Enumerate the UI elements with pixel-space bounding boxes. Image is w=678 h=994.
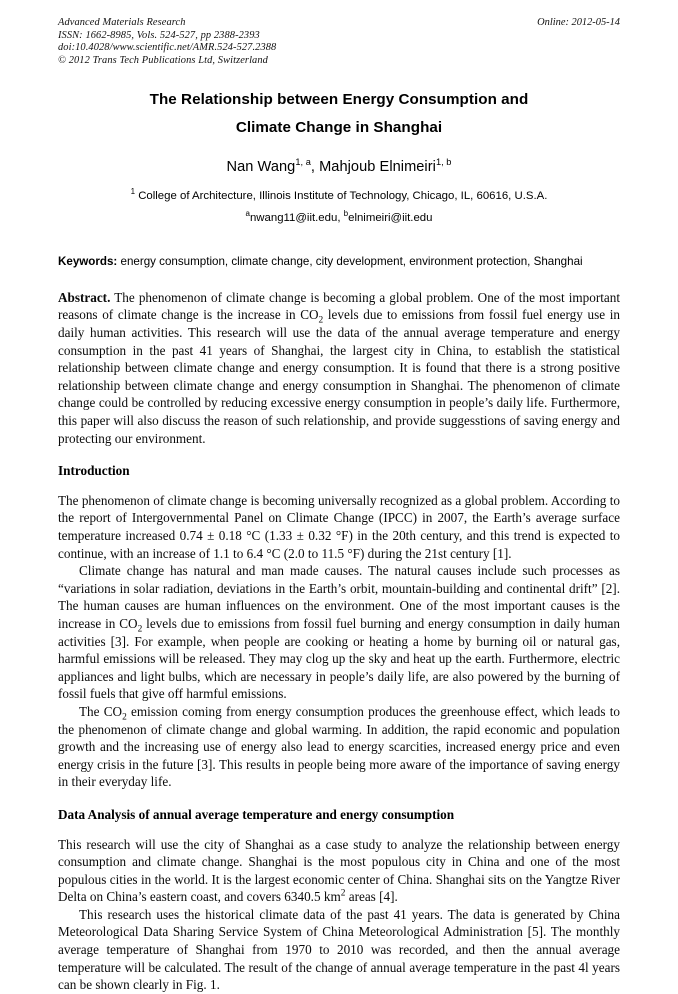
author-1-name: Nan Wang bbox=[226, 159, 296, 176]
introduction-paragraph-2 bbox=[58, 562, 620, 703]
keywords-text: energy consumption, climate change, city development, environment protection, Shanghai bbox=[120, 255, 583, 269]
author-emails bbox=[58, 210, 620, 227]
email-2: elnimeiri@iit.edu bbox=[348, 212, 433, 225]
introduction-paragraph-3 bbox=[58, 703, 620, 791]
author-2-affiliation-marker: 1, b bbox=[435, 157, 452, 168]
introduction-paragraph-2-part-2: levels due to emissions from fossil fuel burning and energy consumption in daily human activities [3]. For example, when people are cooking or heating a home by burning oil or natural gas, harmful emissions will be released. They may clog up the sky and heat up the earth. Furthermore, electric appliances and light bulbs, which are necessary in people’s daily life, are also powered by the burning of fossil fuels that give off harmful emissions. bbox=[58, 615, 620, 702]
paper-title-line-1: The Relationship between Energy Consumption and bbox=[149, 91, 529, 109]
introduction-co2-subscript: 2 bbox=[137, 624, 143, 635]
section-heading-data-analysis: Data Analysis of annual average temperature and energy consumption bbox=[58, 806, 455, 822]
introduction-paragraph-1: The phenomenon of climate change is becoming universally recognized as a global problem. According to the report of Intergovernmental Panel on Climate Change (IPCC) in 2007, the Earth’s average surface temperature increased 0.74 ± 0.18 °C (1.33 ± 0.32 °F) in the 20th century, and this trend is expected to continue, with an increase of 1.1 to 6.4 °C (2.0 to 11.5 °F) during the 21st century [1]. bbox=[58, 492, 620, 561]
data-analysis-paragraph-1-part-2: areas [4]. bbox=[345, 889, 398, 905]
journal-copyright-line: © 2012 Trans Tech Publications Ltd, Switzerland bbox=[58, 54, 268, 66]
introduction-co2-subscript-2: 2 bbox=[122, 712, 127, 723]
section-heading-introduction: Introduction bbox=[58, 463, 130, 479]
author-list bbox=[58, 157, 620, 177]
paper-title-line-2: Climate Change in Shanghai bbox=[235, 119, 443, 137]
keywords-label: Keywords: bbox=[58, 255, 118, 269]
author-2-name: Mahjoub Elnimeiri bbox=[319, 159, 436, 176]
affiliation-marker: 1 bbox=[130, 187, 136, 197]
affiliation bbox=[58, 188, 620, 205]
introduction-paragraph-2-part-1: Climate change has natural and man made causes. The natural causes include such processes as “variations in solar radiation, deviations in the Earth’s orbit, mountain-building and continental drift” [2]. The human causes are human influences on the environment. One of the most important causes is the increase in CO bbox=[58, 563, 620, 631]
introduction-paragraph-3-part-1: The CO bbox=[79, 703, 123, 719]
email-2-marker: b bbox=[343, 209, 349, 219]
online-publication-date: Online: 2012-05-14 bbox=[537, 17, 620, 28]
abstract-block bbox=[58, 289, 620, 447]
introduction-paragraph-3-part-2: emission coming from energy consumption produces the greenhouse effect, which leads to the phenomenon of climate change and global warming. In addition, the rapid economic and population growth and the increasing use of energy also lead to energy scarcities, increased energy price and even energy crisis in the future [3]. This results in people being more aware of the importance of saving energy in their everyday life. bbox=[58, 703, 620, 790]
journal-doi-line: doi:10.4028/www.scientific.net/AMR.524-527.2388 bbox=[58, 42, 277, 54]
journal-header bbox=[58, 17, 620, 67]
keywords-block bbox=[58, 253, 620, 271]
page-title bbox=[58, 86, 620, 142]
data-analysis-paragraph-2: This research uses the historical climate data of the past 41 years. The data is generated by China Meteorological Data Sharing Service System of China Meteorological Administration [5]. The monthly average temperature of Shanghai from 1970 to 2010 was recorded, and then the annual average temperature will be calculated. The result of the change of annual average temperature in the past 4l years can be shown clearly in Fig. 1. bbox=[58, 906, 620, 993]
author-separator: , bbox=[310, 159, 320, 176]
author-1-affiliation-marker: 1, a bbox=[295, 157, 311, 168]
email-1-marker: a bbox=[245, 209, 250, 219]
abstract-text-part-1: The phenomenon of climate change is becoming a global problem. One of the most important reasons of climate change is the increase in CO bbox=[58, 289, 621, 323]
data-analysis-paragraph-1-part-1: This research will use the city of Shanghai as a case study to analyze the relationship between energy consumption and climate change. Shanghai is the most populous city in China and one of the most populous cities in the world. It is the largest economic center of China. Shanghai sits on the Yangtze River Delta on China’s eastern coast, and covers 6340.5 km bbox=[58, 836, 620, 905]
data-analysis-paragraph-1 bbox=[58, 836, 620, 906]
square-kilometer-superscript: 2 bbox=[340, 888, 346, 899]
abstract-text-part-2: levels due to emissions from fossil fuel energy use in daily human activities. This research will use the data of the annual average temperature and energy consumption in the past 41 years of Shanghai, the largest city in China, to establish the statistical relationship between climate change and energy consumption. It is found that there is a strong positive relationship between climate change and energy consumption in Shanghai. The phenomenon of climate change could be controlled by reducing excessive energy consumption in people’s daily life. Furthermore, this paper will also discuss the reason of such relationship, and provide suggesstions of saving energy and protecting our environment. bbox=[58, 307, 620, 446]
abstract-label: Abstract. bbox=[58, 289, 111, 305]
abstract-co2-subscript: 2 bbox=[318, 316, 324, 327]
affiliation-text: College of Architecture, Illinois Institute of Technology, Chicago, IL, 60616, U.S.A. bbox=[138, 190, 548, 203]
journal-name: Advanced Materials Research bbox=[58, 17, 186, 28]
journal-issn-line: ISSN: 1662-8985, Vols. 524-527, pp 2388-2393 bbox=[58, 29, 260, 41]
email-1: nwang11@iit.edu, bbox=[249, 212, 341, 225]
